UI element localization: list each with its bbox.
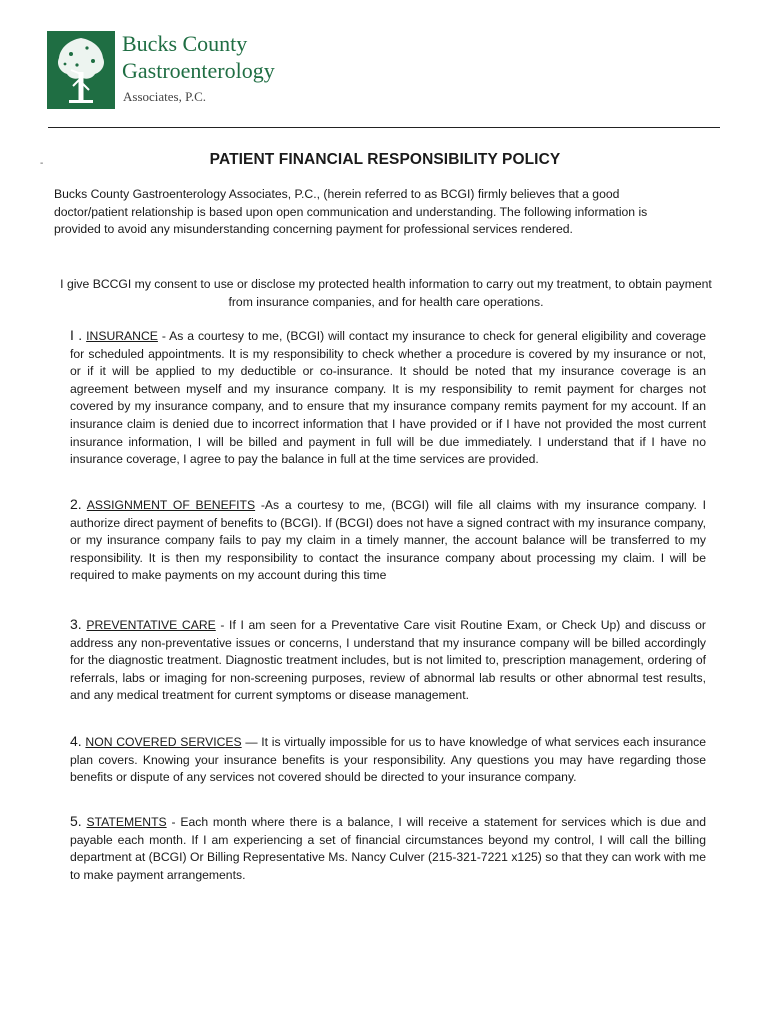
section-number: 5. [70,813,82,829]
tree-logo-icon [47,31,115,109]
section-text: -As a courtesy to me, (BCGI) will file all claims with my insurance company. I authorize direct payment of benefits to (BCGI). If (BCGI) does not have a signed contract with my insurance company, or my insurance company fails to pay my claim in a timely manner, the account balance will be transferred to my responsibility. It is then my responsibility to contact the insurance company about processing my claim. I will be required to make payments on my account during this time [70,498,707,583]
logo-line-3: Associates, P.C. [123,89,207,104]
intro-paragraph: Bucks County Gastroenterology Associates, P.C., (herein referred to as BCGI) firmly believes that a good doctor/patient relationship is based upon open communication and understanding. The following information is provided to avoid any misunderstanding concerning payment for professional services rendered. [54,187,648,237]
margin-mark: - [40,158,44,169]
section-heading: STATEMENTS [86,815,167,829]
logo-line-2: Gastroenterology [122,58,275,83]
section-insurance [70,327,706,469]
section-number: 4. [70,733,82,749]
section-heading: INSURANCE [86,329,158,343]
section-statements [70,813,706,884]
section-heading: ASSIGNMENT OF BENEFITS [86,498,256,512]
logo-line-1: Bucks County [122,31,248,56]
section-number: 3. [70,616,82,632]
section-assignment-of-benefits [70,496,706,585]
header-divider [48,127,720,128]
page-title: PATIENT FINANCIAL RESPONSIBILITY POLICY [209,151,561,168]
section-heading: PREVENTATIVE CARE [86,618,216,632]
company-logo [47,31,275,110]
section-text: - As a courtesy to me, (BCGI) will contact my insurance to check for general eligibility and coverage for scheduled appointments. It is my responsibility to check whether a procedure is covered by my insurance or not, or if it will be applied to my deductible or co-insurance. It should be noted that my insurance coverage is an agreement between myself and my insurance company. It is my responsibility to remit payment for charges not covered by my insurance company, and to ensure that my insurance company remits payment for my account. If an insurance claim is denied due to incorrect information that I have provided or if I have not provided the most current insurance information, I will be billed and payment in full will be due immediately. I understand that if I have no insurance coverage, I agree to pay the balance in full at the time services are provided. [70,329,706,467]
section-number: 2. [70,496,82,512]
section-text: — It is virtually impossible for us to have knowledge of what services each insurance plan covers. Knowing your insurance benefits is your responsibility. Any questions you may have regarding those benefits or dispute of any services not covered should be directed to your insurance company. [70,735,706,785]
section-text: - Each month where there is a balance, I will receive a statement for services which is due and payable each month. If I am experiencing a set of financial circumstances beyond my control, I will call the billing department at (BCGI) Or Billing Representative Ms. Nancy Culver (215-321-7221 x125) so that they can work with me to make payment arrangements. [70,815,706,882]
section-preventative-care [70,616,706,705]
section-non-covered-services [70,733,706,787]
section-heading: NON COVERED SERVICES [85,735,242,749]
consent-statement: I give BCCGI my consent to use or disclose my protected health information to carry out my treatment, to obtain payment from insurance companies, and for health care operations. [60,277,712,309]
section-text: - If I am seen for a Preventative Care visit Routine Exam, or Check Up) and discuss or address any non-preventative issues or concerns, I understand that my insurance company will be billed accordingly for the diagnostic treatment. Diagnostic treatment includes, but is not limited to, prescription management, ordering of referrals, labs or imaging for non-screening purposes, review of abnormal lab results or other abnormal test results, and any medical treatment for current symptoms or disease management. [70,618,706,703]
logo-wordmark [122,31,275,110]
section-number: I . [70,327,83,343]
